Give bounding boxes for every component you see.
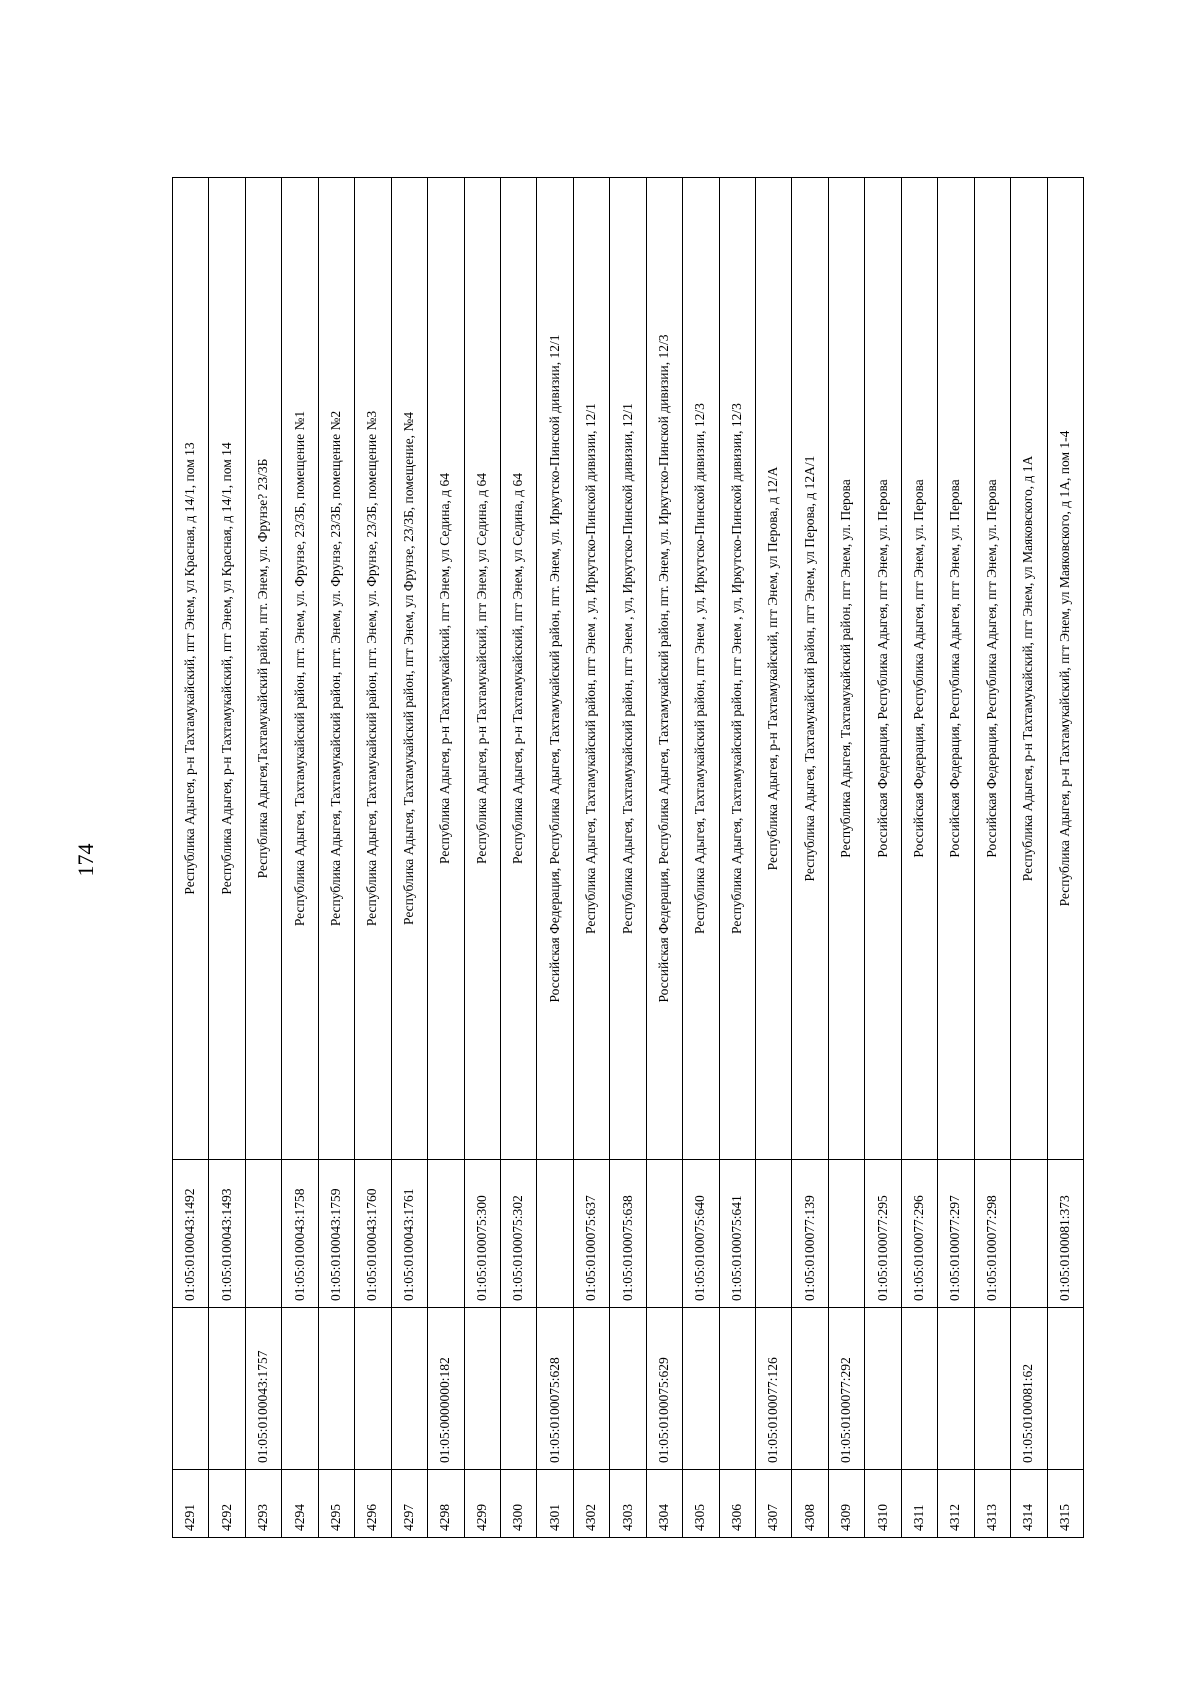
- address-cell: Республика Адыгея, Тахтамукайский район, пгт. Энем, ул. Фрунзе, 23/3Б, помещение №2: [318, 178, 354, 1160]
- cadastral-number-cell: 01:05:0100043:1758: [282, 1160, 318, 1308]
- parent-cadastral-number-cell: [173, 1308, 209, 1470]
- table-row: [756, 178, 792, 1538]
- table-row: [173, 178, 209, 1538]
- parent-cadastral-number-cell: [355, 1308, 391, 1470]
- cadastral-number-cell: 01:05:0100077:139: [792, 1160, 828, 1308]
- parent-cadastral-number-cell: [683, 1308, 719, 1470]
- cadastral-number-cell: [245, 1160, 281, 1308]
- cadastral-number-cell: 01:05:0100077:295: [865, 1160, 901, 1308]
- cadastral-number-cell: 01:05:0100077:296: [901, 1160, 937, 1308]
- row-number-cell: 4302: [573, 1470, 609, 1538]
- row-number-cell: 4305: [683, 1470, 719, 1538]
- records-table-body: [173, 178, 1084, 1538]
- parent-cadastral-number-cell: 01:05:0100043:1757: [245, 1308, 281, 1470]
- address-cell: Российская Федерация, Республика Адыгея, Тахтамукайский район, пгт. Энем, ул. Иркутско-Пинской дивизии, 12/3: [646, 178, 682, 1160]
- row-number-cell: 4300: [500, 1470, 536, 1538]
- cadastral-number-cell: [828, 1160, 864, 1308]
- row-number-cell: 4299: [464, 1470, 500, 1538]
- address-cell: Республика Адыгея, р-н Тахтамукайский, пгт Энем, ул Седина, д 64: [428, 178, 464, 1160]
- table-row: [1011, 178, 1047, 1538]
- cadastral-number-cell: 01:05:0100043:1492: [173, 1160, 209, 1308]
- cadastral-number-cell: 01:05:0100075:641: [719, 1160, 755, 1308]
- row-number-cell: 4307: [756, 1470, 792, 1538]
- address-cell: Российская Федерация, Республика Адыгея, пгт Энем, ул. Перова: [901, 178, 937, 1160]
- address-cell: Республика Адыгея, р-н Тахтамукайский, пгт Энем, ул Красная, д 14/1, пом 14: [209, 178, 245, 1160]
- row-number-cell: 4312: [938, 1470, 974, 1538]
- table-row: [974, 178, 1010, 1538]
- parent-cadastral-number-cell: [792, 1308, 828, 1470]
- address-cell: Республика Адыгея,Тахтамукайский район, пгт. Энем, ул. Фрунзе? 23/3Б: [245, 178, 281, 1160]
- cadastral-number-cell: 01:05:0100075:640: [683, 1160, 719, 1308]
- row-number-cell: 4311: [901, 1470, 937, 1538]
- parent-cadastral-number-cell: 01:05:0100077:292: [828, 1308, 864, 1470]
- address-cell: Республика Адыгея, Тахтамукайский район, пгт Энем , ул, Иркутско-Пинской дивизии, 12/3: [719, 178, 755, 1160]
- address-cell: Республика Адыгея, р-н Тахтамукайский, пгт Энем, ул Седина, д 64: [464, 178, 500, 1160]
- cadastral-number-cell: 01:05:0100081:373: [1047, 1160, 1084, 1308]
- cadastral-number-cell: 01:05:0100043:1493: [209, 1160, 245, 1308]
- table-row: [428, 178, 464, 1538]
- table-row: [646, 178, 682, 1538]
- row-number-cell: 4292: [209, 1470, 245, 1538]
- parent-cadastral-number-cell: [1047, 1308, 1084, 1470]
- parent-cadastral-number-cell: 01:05:0100075:629: [646, 1308, 682, 1470]
- parent-cadastral-number-cell: 01:05:0000000:182: [428, 1308, 464, 1470]
- table-row: [828, 178, 864, 1538]
- row-number-cell: 4295: [318, 1470, 354, 1538]
- address-cell: Республика Адыгея, Тахтамукайский район, пгт Энем , ул, Иркутско-Пинской дивизии, 12/1: [573, 178, 609, 1160]
- row-number-cell: 4306: [719, 1470, 755, 1538]
- row-number-cell: 4298: [428, 1470, 464, 1538]
- table-row: [683, 178, 719, 1538]
- row-number-cell: 4297: [391, 1470, 427, 1538]
- parent-cadastral-number-cell: [865, 1308, 901, 1470]
- cadastral-number-cell: 01:05:0100075:302: [500, 1160, 536, 1308]
- address-cell: Республика Адыгея, р-н Тахтамукайский, пгт Энем, ул Маяковского, д 1А, пом 1-4: [1047, 178, 1084, 1160]
- row-number-cell: 4303: [610, 1470, 646, 1538]
- table-row: [282, 178, 318, 1538]
- address-cell: Российская Федерация, Республика Адыгея, пгт Энем, ул. Перова: [974, 178, 1010, 1160]
- address-cell: Республика Адыгея, Тахтамукайский район, пгт Энем , ул, Иркутско-Пинской дивизии, 12/3: [683, 178, 719, 1160]
- cadastral-number-cell: [428, 1160, 464, 1308]
- table-row: [792, 178, 828, 1538]
- row-number-cell: 4304: [646, 1470, 682, 1538]
- cadastral-number-cell: 01:05:0100075:638: [610, 1160, 646, 1308]
- parent-cadastral-number-cell: [938, 1308, 974, 1470]
- row-number-cell: 4294: [282, 1470, 318, 1538]
- parent-cadastral-number-cell: [901, 1308, 937, 1470]
- table-row: [938, 178, 974, 1538]
- parent-cadastral-number-cell: [974, 1308, 1010, 1470]
- records-table: [172, 177, 1084, 1538]
- address-cell: Республика Адыгея, Тахтамукайский район, пгт. Энем, ул. Фрунзе, 23/3Б, помещение №3: [355, 178, 391, 1160]
- table-row: [500, 178, 536, 1538]
- parent-cadastral-number-cell: 01:05:0100075:628: [537, 1308, 573, 1470]
- table-row: [318, 178, 354, 1538]
- cadastral-number-cell: 01:05:0100043:1759: [318, 1160, 354, 1308]
- address-cell: Республика Адыгея, Тахтамукайский район, пгт Энем, ул Фрунзе, 23/3Б, помещение, №4: [391, 178, 427, 1160]
- address-cell: Республика Адыгея, Тахтамукайский район, пгт Энем, ул. Перова: [828, 178, 864, 1160]
- cadastral-number-cell: 01:05:0100077:298: [974, 1160, 1010, 1308]
- row-number-cell: 4296: [355, 1470, 391, 1538]
- row-number-cell: 4308: [792, 1470, 828, 1538]
- cadastral-number-cell: [537, 1160, 573, 1308]
- cadastral-number-cell: 01:05:0100043:1761: [391, 1160, 427, 1308]
- address-cell: Республика Адыгея, р-н Тахтамукайский, пгт Энем, ул Маяковского, д 1А: [1011, 178, 1047, 1160]
- row-number-cell: 4310: [865, 1470, 901, 1538]
- table-row: [537, 178, 573, 1538]
- parent-cadastral-number-cell: [719, 1308, 755, 1470]
- address-cell: Республика Адыгея, Тахтамукайский район, пгт Энем, ул Перова, д 12А/1: [792, 178, 828, 1160]
- cadastral-number-cell: [756, 1160, 792, 1308]
- address-cell: Республика Адыгея, р-н Тахтамукайский, пгт Энем, ул Седина, д 64: [500, 178, 536, 1160]
- parent-cadastral-number-cell: 01:05:0100081:62: [1011, 1308, 1047, 1470]
- parent-cadastral-number-cell: 01:05:0100077:126: [756, 1308, 792, 1470]
- address-cell: Республика Адыгея, р-н Тахтамукайский, пгт Энем, ул Красная, д 14/1, пом 13: [173, 178, 209, 1160]
- cadastral-number-cell: 01:05:0100075:300: [464, 1160, 500, 1308]
- address-cell: Российская Федерация, Республика Адыгея, пгт Энем, ул. Перова: [865, 178, 901, 1160]
- table-row: [464, 178, 500, 1538]
- address-cell: Республика Адыгея, Тахтамукайский район, пгт Энем , ул, Иркутско-Пинской дивизии, 12/1: [610, 178, 646, 1160]
- row-number-cell: 4309: [828, 1470, 864, 1538]
- table-row: [1047, 178, 1084, 1538]
- address-cell: Российская Федерация, Республика Адыгея, пгт Энем, ул. Перова: [938, 178, 974, 1160]
- cadastral-number-cell: 01:05:0100043:1760: [355, 1160, 391, 1308]
- page-number: 174: [73, 843, 98, 877]
- row-number-cell: 4291: [173, 1470, 209, 1538]
- cadastral-number-cell: 01:05:0100075:637: [573, 1160, 609, 1308]
- address-cell: Республика Адыгея, Тахтамукайский район, пгт. Энем, ул. Фрунзе, 23/3Б, помещение №1: [282, 178, 318, 1160]
- parent-cadastral-number-cell: [573, 1308, 609, 1470]
- address-cell: Республика Адыгея, р-н Тахтамукайский, пгт Энем, ул Перова, д 12/А: [756, 178, 792, 1160]
- cadastral-number-cell: 01:05:0100077:297: [938, 1160, 974, 1308]
- table-row: [901, 178, 937, 1538]
- parent-cadastral-number-cell: [500, 1308, 536, 1470]
- table-row: [209, 178, 245, 1538]
- table-row: [391, 178, 427, 1538]
- parent-cadastral-number-cell: [282, 1308, 318, 1470]
- row-number-cell: 4301: [537, 1470, 573, 1538]
- parent-cadastral-number-cell: [318, 1308, 354, 1470]
- table-row: [719, 178, 755, 1538]
- parent-cadastral-number-cell: [209, 1308, 245, 1470]
- parent-cadastral-number-cell: [610, 1308, 646, 1470]
- table-row: [610, 178, 646, 1538]
- address-cell: Российская Федерация, Республика Адыгея, Тахтамукайский район, пгт. Энем, ул. Иркутско-Пинской дивизии, 12/1: [537, 178, 573, 1160]
- parent-cadastral-number-cell: [464, 1308, 500, 1470]
- row-number-cell: 4314: [1011, 1470, 1047, 1538]
- row-number-cell: 4293: [245, 1470, 281, 1538]
- table-row: [355, 178, 391, 1538]
- row-number-cell: 4313: [974, 1470, 1010, 1538]
- cadastral-number-cell: [1011, 1160, 1047, 1308]
- table-row: [573, 178, 609, 1538]
- records-table-wrapper: [172, 178, 1084, 1538]
- table-row: [865, 178, 901, 1538]
- table-row: [245, 178, 281, 1538]
- parent-cadastral-number-cell: [391, 1308, 427, 1470]
- row-number-cell: 4315: [1047, 1470, 1084, 1538]
- cadastral-number-cell: [646, 1160, 682, 1308]
